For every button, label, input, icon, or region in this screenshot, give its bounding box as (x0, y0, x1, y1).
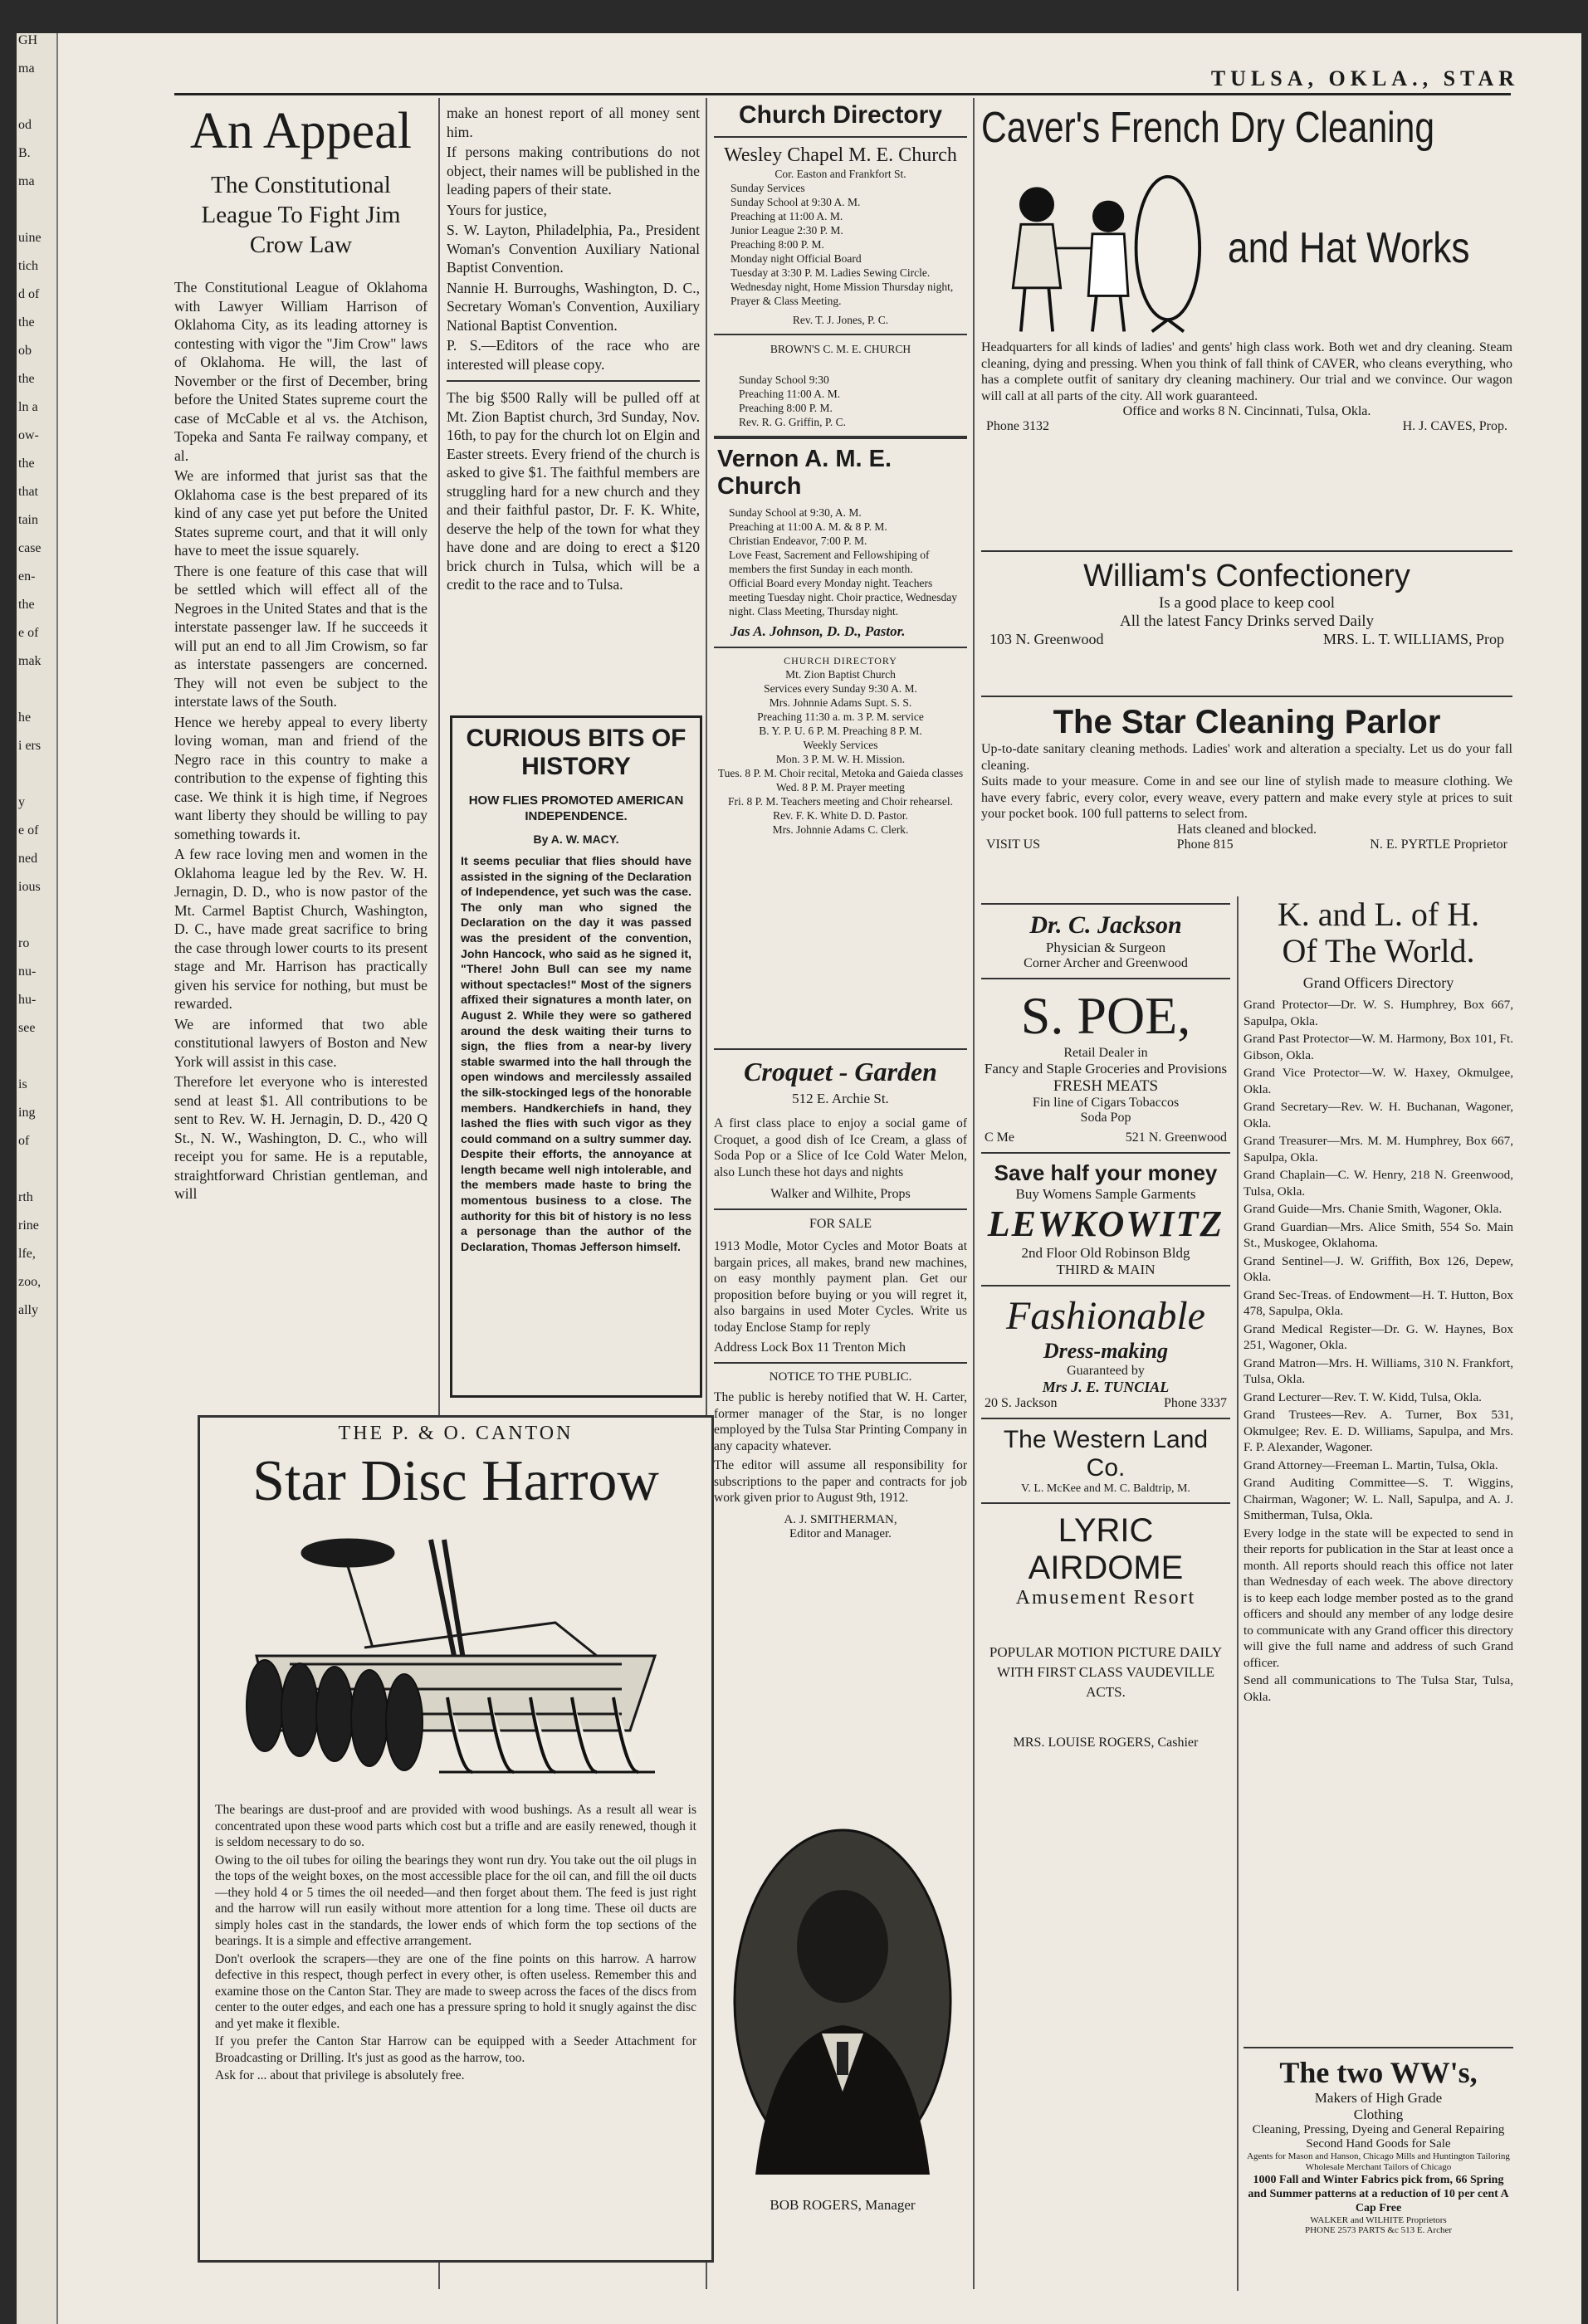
directory-entry: Every lodge in the state will be expected to send in their reports for publication in the Star at least once a month. All reports should reach this office not later than Wednesday of each week. The above directory is to keep each lodge member posted as to the grand officers and should any member of any lodge desire to communicate with any Grand officer this directory will give the full name and address of such Grand officer. (1244, 1526, 1513, 1670)
paragraph: S. W. Layton, Philadelphia, Pa., President Woman's Convention Auxiliary National Baptist Convention. (447, 222, 700, 276)
ww-line2: Clothing (1353, 2107, 1404, 2122)
star-cleaning-phone: Phone 815 (1176, 837, 1234, 852)
schedule-line: Wednesday night, Home Mission Thursday night, Prayer & Class Meeting. (730, 281, 954, 307)
notice-signer: A. J. SMITHERMAN, (784, 1512, 897, 1526)
harrow-title: Star Disc Harrow (252, 1449, 659, 1513)
directory-entry: Grand Guardian—Mrs. Alice Smith, 554 So. Main St., Muskogee, Oklahoma. (1244, 1219, 1513, 1250)
poe-line1: Retail Dealer in (1063, 1046, 1148, 1060)
croquet-body: A first class place to enjoy a social game of Croquet, a good dish of Ice Cream, a glass of Soda Pop or a Slice of Ice Cold Water Melon, also Lunch these hot days and nights (714, 1116, 967, 1179)
kl-entries (1244, 997, 1513, 1705)
column-rule (1237, 896, 1239, 2291)
directory-entry: Grand Vice Protector—W. W. Haxey, Okmulgee, Okla. (1244, 1066, 1513, 1096)
directory-entry: Grand Matron—Mrs. H. Williams, 310 N. Frankfort, Tulsa, Okla. (1244, 1355, 1513, 1386)
paragraph: We are informed that two able constitutional lawyers of Boston and New York will assist in this case. (174, 1015, 428, 1070)
fragment-line (17, 682, 56, 710)
croquet-props: Walker and Wilhite, Props (770, 1187, 911, 1201)
directory-entry: Grand Sentinel—J. W. Griffith, Box 126, Depew, Okla. (1244, 1253, 1513, 1284)
fragment-line: tain (18, 513, 38, 527)
divider (714, 647, 967, 648)
cavers-phone: Phone 3132 (986, 419, 1049, 433)
cavers-title: Caver's French Dry Cleaning (981, 104, 1435, 152)
lyric-subtitle: Amusement Resort (1015, 1587, 1196, 1609)
fragment-line: of (18, 1134, 30, 1148)
croquet-address: 512 E. Archie St. (792, 1091, 889, 1106)
williams-owner: MRS. L. T. WILLIAMS, Prop (1322, 631, 1504, 647)
curious-bits-box (450, 715, 702, 1398)
poe-line4: Fin line of Cigars Tobaccos (1032, 1096, 1180, 1110)
directory-entry: Grand Guide—Mrs. Chanie Smith, Wagoner, Okla. (1244, 1202, 1502, 1216)
fashionable-phone: Phone 3337 (1164, 1396, 1227, 1410)
fragment-line (17, 90, 56, 118)
fragment-line: ma (18, 61, 35, 76)
directory-entry: Grand Secretary—Rev. W. H. Buchanan, Wagoner, Okla. (1244, 1100, 1513, 1130)
star-cleaning-visit: VISIT US (986, 837, 1041, 852)
wesley-schedule (714, 181, 967, 308)
divider (981, 1502, 1230, 1504)
harrow-illustration (240, 1523, 672, 1797)
schedule-line: Fri. 8 P. M. Teachers meeting and Choir rehearsel. (728, 795, 953, 808)
notice-body-2: The editor will assume all responsibility for subscriptions to the paper and contracts for job work given prior to August 9th, 1912. (714, 1458, 967, 1505)
browns-schedule (714, 373, 967, 429)
fragment-line: ned (18, 852, 38, 866)
paragraph: If you prefer the Canton Star Harrow can be equipped with a Seeder Attachment for Broadcasting or Drilling. It's just as good as the harrow, too. (215, 2034, 696, 2065)
poe-line2: Fancy and Staple Groceries and Provisions (984, 1061, 1228, 1077)
notice-role: Editor and Manager. (789, 1526, 892, 1540)
schedule-line: Wed. 8 P. M. Prayer meeting (776, 781, 905, 793)
harrow-ad (198, 1415, 714, 2263)
lewkowitz-name: LEWKOWITZ (987, 1204, 1224, 1244)
schedule-line: Mon. 3 P. M. W. H. Mission. (775, 753, 906, 765)
schedule-line: Christian Endeavor, 7:00 P. M. (729, 535, 867, 547)
fragment-line: ious (18, 880, 41, 894)
fragment-line: ro (18, 936, 30, 950)
schedule-line: Preaching 11:00 A. M. (739, 388, 841, 400)
schedule-line: Sunday Services (730, 182, 805, 194)
fragment-line: ally (18, 1303, 38, 1317)
fragment-line (17, 203, 56, 231)
directory-entry: Grand Auditing Committee—S. T. Wiggins, Chairman, Wagoner; W. L. Nall, Sapulpa, and A. J. Smitherman, Tulsa, Okla. (1244, 1476, 1513, 1522)
cavers-office: Office and works 8 N. Cincinnati, Tulsa, Okla. (1122, 404, 1371, 418)
fragment-line: en- (18, 569, 36, 583)
fragment-line: that (18, 485, 38, 499)
harrow-kicker: THE P. & O. CANTON (338, 1423, 574, 1444)
ww-props: WALKER and WILHITE Proprietors (1310, 2215, 1447, 2225)
schedule-line: Love Feast, Sacrement and Fellowshiping of members the first Sunday in each month. (729, 549, 930, 575)
lyric-manager-portrait (722, 1818, 963, 2233)
rally-notice: The big $500 Rally will be pulled off at Mt. Zion Baptist church, 3rd Sunday, Nov. 16th, to pay for the church lot on Elgin and Easter streets. Every friend of the church is asked to give $1. The faithful members are struggling hard for a new church and they and their faithful pastor, Dr. F. K. White, deserve the help of the town for what they have done and are doing to erect a $120 brick church in Tulsa, which will be a credit to the race and to Tulsa. (447, 389, 700, 593)
paragraph: If persons making contributions do not object, their names will be published in the leading papers of their state. (447, 144, 700, 198)
adjacent-page-fragment (17, 33, 58, 2324)
fragment-line: nu- (18, 964, 37, 979)
curious-byline: By A. W. MACY. (533, 832, 619, 846)
masthead: TULSA, OKLA., STAR (1210, 66, 1519, 90)
directory-entry: Grand Chaplain—C. W. Henry, 218 N. Greenwood, Tulsa, Okla. (1244, 1168, 1513, 1199)
divider (981, 978, 1230, 979)
fragment-line: the (18, 598, 35, 612)
divider (714, 1048, 967, 1050)
paragraph: There is one feature of this case that will be settled which will effect all of the Negroes in the United States and that is the interstate passenger law. If he succeeds it will put an end to all Jim Crowism, so far as interstate passengers are concerned. They will not even be subject to the interstate laws of the South. (174, 562, 428, 710)
schedule-line: Preaching at 11:00 A. M. & 8 P. M. (729, 520, 887, 533)
fragment-line: y (18, 795, 25, 809)
directory-entry: Grand Treasurer—Mrs. M. M. Humphrey, Box 667, Sapulpa, Okla. (1244, 1134, 1513, 1164)
cavers-prop: H. J. CAVES, Prop. (1402, 419, 1507, 433)
column-rule (973, 98, 975, 2289)
fragment-line: lfe, (18, 1247, 36, 1261)
masthead-rule (174, 93, 1511, 95)
lyric-title: LYRIC (1058, 1512, 1154, 1549)
fragment-line: ow- (18, 428, 39, 442)
paragraph: P. S.—Editors of the race who are interested will please copy. (447, 337, 700, 373)
fragment-line: the (18, 372, 35, 386)
fragment-line: GH (18, 33, 38, 47)
ww-line4: Second Hand Goods for Sale (1306, 2137, 1451, 2151)
notice-body: The public is hereby notified that W. H. Carter, former manager of the Star, is no longer employed by the Tulsa Star Printing Company in any capacity whatever. (714, 1390, 967, 1453)
paragraph: Therefore let everyone who is interested send at least $1. All contributions to be sent to Rev. W. H. Jernagin, D. D., 420 Q St., N. W., Washington, D. C., who will receipt you for same. He is a reputable, straightforward Christian gentleman, and will (174, 1073, 428, 1202)
williams-line2: All the latest Fancy Drinks served Daily (1119, 613, 1375, 630)
fragment-line: e of (18, 823, 39, 837)
fragment-line (17, 1049, 56, 1077)
paragraph: A few race loving men and women in the Oklahoma league led by the Rev. W. H. Jernagin, D. D., who is now pastor of the Mt. Carmel Baptist Church, Washington, D. C., have made great sacrifice to bring the case through lower courts to its present stage and Mr. Harrison has practically given his service for nothing, but must be rewarded. (174, 846, 428, 1012)
fragment-line: tich (18, 259, 38, 273)
forsale-body: 1913 Modle, Motor Cycles and Motor Boats at bargain prices, all makes, brand new machines, on easy monthly payment plan. Get our proposition before buying or you will regret it, also bargains in used Moter Cycles. Write us today Enclose Stamp for reply (714, 1239, 967, 1335)
kl-title-2: Of The World. (1282, 932, 1475, 969)
poe-left: C Me (985, 1130, 1014, 1145)
jackson-role: Physician & Surgeon (1045, 940, 1166, 955)
appeal-article (174, 104, 428, 1399)
poe-line3: FRESH MEATS (1053, 1077, 1159, 1095)
curious-title: CURIOUS BITS OF HISTORY (466, 725, 687, 780)
fragment-line: the (18, 315, 35, 330)
fashionable-subtitle: Dress-making (1043, 1339, 1169, 1363)
notice-title: NOTICE TO THE PUBLIC. (769, 1370, 912, 1384)
paragraph: Hence we hereby appeal to every liberty loving woman, man and friend of the Negro race in this country to make a contribution to the expense of fighting this case. We think it is high time, if Negroes want liberty they should be willing to pay something towards it. (174, 713, 428, 842)
directory-entry: Grand Lecturer—Rev. T. W. Kidd, Tulsa, Okla. (1244, 1389, 1482, 1404)
poe-title: S. POE, (1020, 986, 1191, 1045)
appeal-continuation (447, 104, 700, 701)
lewkowitz-line1: Save half your money (994, 1160, 1218, 1185)
browns-name: BROWN'S C. M. E. CHURCH (770, 343, 911, 355)
divider (981, 550, 1512, 552)
portrait-illustration (722, 1818, 963, 2183)
divider (714, 1208, 967, 1210)
fragment-line: e of (18, 626, 39, 640)
star-cleaning-body: Up-to-date sanitary cleaning methods. Ladies' work and alteration a specialty. Let us do your fall cleaning. (981, 742, 1512, 773)
harrow-copy (200, 1797, 711, 2084)
paragraph: Don't overlook the scrapers—they are one of the fine points on this harrow. A harrow defective in this respect, though perfect in every other, is often useless. Remember this and examine those on the Canton Star. They are made to sweep across the faces of the discs from center to the outer edges, and each one has a pressure spring to hold it snugly against the disc and yet make it flexible. (215, 1951, 696, 2031)
ww-phone: PHONE 2573 PARTS &c 513 E. Archer (1304, 2225, 1453, 2235)
schedule-line: Tuesday at 3:30 P. M. Ladies Sewing Circle. (730, 266, 931, 279)
fragment-line: rth (18, 1190, 33, 1204)
schedule-line: B. Y. P. U. 6 P. M. Preaching 8 P. M. (759, 725, 922, 737)
wesley-address: Cor. Easton and Frankfort St. (774, 168, 906, 180)
wesley-pastor: Rev. T. J. Jones, P. C. (792, 314, 889, 326)
directory-entry: Grand Sec-Treas. of Endowment—H. T. Hutton, Box 478, Sapulpa, Okla. (1244, 1287, 1513, 1318)
star-cleaning-body-2: Suits made to your measure. Come in and see our line of stylish made to measure clothing. We have every fabric, every color, every weave, every pattern and make every style at prices to suit your pocket book. 100 full patterns to select from. (981, 774, 1512, 821)
divider (714, 334, 967, 335)
williams-ad (981, 544, 1512, 685)
vernon-name: Vernon A. M. E. Church (717, 446, 892, 500)
forsale-address: Address Lock Box 11 Trenton Mich (714, 1340, 906, 1355)
williams-address: 103 N. Greenwood (989, 631, 1104, 647)
fragment-line: the (18, 456, 35, 471)
divider (714, 436, 967, 439)
fragment-line: he (18, 710, 32, 725)
zion-heading: CHURCH DIRECTORY (784, 655, 897, 666)
schedule-line: Preaching 11:30 a. m. 3 P. M. service (757, 710, 924, 723)
directory-entry: Grand Medical Register—Dr. G. W. Haynes, Box 251, Wagoner, Okla. (1244, 1321, 1513, 1352)
schedule-line: Tues. 8 P. M. Choir recital, Metoka and Gaieda classes (717, 767, 964, 779)
divider (447, 380, 700, 382)
fragment-line: ob (18, 344, 32, 358)
fragment-line: hu- (18, 993, 37, 1007)
schedule-line: Mrs. Johnnie Adams C. Clerk. (772, 823, 909, 836)
divider (1244, 2047, 1513, 2048)
lyric-body: POPULAR MOTION PICTURE DAILY WITH FIRST CLASS VAUDEVILLE ACTS. (989, 1644, 1223, 1700)
fragment-line: d of (18, 287, 40, 301)
fragment-line: case (18, 541, 42, 555)
church-directory (714, 101, 967, 1031)
appeal-body (174, 278, 428, 1204)
fragment-line: is (18, 1077, 27, 1091)
fragment-line: od (18, 118, 32, 132)
lewkowitz-corner: THIRD & MAIN (1056, 1262, 1156, 1277)
divider (981, 1285, 1230, 1286)
schedule-line: Services every Sunday 9:30 A. M. (764, 682, 917, 695)
schedule-line: Mrs. Johnnie Adams Supt. S. S. (769, 696, 912, 709)
star-cleaning-title: The Star Cleaning Parlor (1053, 704, 1441, 740)
lewkowitz-line2: Buy Womens Sample Garments (1015, 1186, 1196, 1202)
fragment-line: ing (18, 1106, 36, 1120)
fashionable-name: Mrs J. E. TUNCIAL (1042, 1379, 1170, 1395)
western-owners: V. L. McKee and M. C. Baldtrip, M. (1021, 1482, 1190, 1495)
ww-line1: Makers of High Grade (1314, 2090, 1443, 2106)
forsale-title: FOR SALE (809, 1217, 872, 1231)
zion-schedule (714, 667, 967, 837)
column4a-ads (981, 896, 1230, 2282)
fashionable-line: Guaranteed by (1067, 1364, 1145, 1378)
schedule-line: Weekly Services (803, 739, 878, 751)
schedule-line: Sunday School at 9:30 A. M. (730, 196, 861, 208)
lyric-title-2: AIRDOME (1028, 1550, 1184, 1586)
star-cleaning-ad (981, 689, 1512, 888)
lyric-cashier: MRS. LOUISE ROGERS, Cashier (1013, 1736, 1199, 1750)
star-cleaning-prop: N. E. PYRTLE Proprietor (1370, 837, 1507, 852)
schedule-line: Preaching 8:00 P. M. (730, 238, 824, 251)
fragment-line (17, 767, 56, 795)
directory-entry: Grand Trustees—Rev. A. Turner, Box 531, Okmulgee; Rev. E. D. Williams, Sapulpa, and Mrs. F. P. Alexander, Wagoner. (1244, 1408, 1513, 1454)
fragment-line: uine (18, 231, 42, 245)
fragment-line: rine (18, 1218, 39, 1233)
appeal-headline: An Appeal (190, 104, 412, 159)
croquet-title: Croquet - Garden (744, 1057, 937, 1086)
paragraph: The Constitutional League of Oklahoma with Lawyer William Harrison of Oklahoma City, as its leading attorney is contesting with vigor the "Jim Crow" laws of Oklahoma. He will, the last of November or the first of December, bring before the United States supreme court the case of McCable et al vs. the Atchison, Topeka and Santa Fe railway company, et al. (174, 279, 428, 464)
schedule-line: Sunday School 9:30 (739, 374, 829, 386)
ww-title: The two WW's, (1279, 2056, 1478, 2089)
divider (981, 903, 1230, 905)
ww-ad (1244, 2040, 1513, 2289)
directory-entry: Grand Past Protector—W. M. Harmony, Box 101, Ft. Gibson, Okla. (1244, 1032, 1513, 1062)
cavers-title-2: and Hat Works (1228, 224, 1470, 272)
portrait-caption: BOB ROGERS, Manager (770, 2197, 916, 2213)
jackson-address: Corner Archer and Greenwood (1024, 956, 1188, 970)
divider (981, 696, 1512, 697)
schedule-line: Official Board every Monday night. Teachers meeting Tuesday night. Choir practice, Wednesday night. Class Meeting, Thursday night. (729, 577, 957, 618)
fragment-line: ln a (18, 400, 38, 414)
kl-subtitle: Grand Officers Directory (1302, 974, 1454, 991)
ww-line6: 1000 Fall and Winter Fabrics pick from, 66 Spring and Summer patterns at a reduction of 10 per cent A Cap Free (1248, 2174, 1509, 2214)
paragraph: Nannie H. Burroughs, Washington, D. C., Secretary Woman's Convention, Auxiliary National Baptist Convention. (447, 279, 700, 334)
paragraph: The bearings are dust-proof and are provided with wood bushings. As a result all wear is concentrated upon these wood parts which cost but a trifle and are easily renewed, though it is seldom necessary to do so. (215, 1803, 696, 1849)
cavers-ad (981, 104, 1512, 535)
column3-ads (714, 1042, 967, 1805)
church-directory-title: Church Directory (738, 101, 943, 129)
newspaper-page (17, 33, 1581, 2324)
williams-title: William's Confectionery (1083, 559, 1410, 593)
poe-address: 521 N. Greenwood (1125, 1130, 1227, 1145)
williams-line1: Is a good place to keep cool (1158, 594, 1336, 612)
directory-entry: Grand Protector—Dr. W. S. Humphrey, Box 667, Sapulpa, Okla. (1244, 998, 1513, 1028)
vernon-pastor: Jas A. Johnson, D. D., Pastor. (730, 623, 906, 639)
fragment-line (17, 908, 56, 936)
fragment-line: zoo, (18, 1275, 42, 1289)
vernon-schedule (714, 500, 967, 618)
schedule-line: Preaching 8:00 P. M. (739, 402, 833, 414)
schedule-line: Sunday School at 9:30, A. M. (729, 506, 862, 519)
wesley-name: Wesley Chapel M. E. Church (724, 144, 957, 166)
cavers-illustration (981, 157, 1219, 339)
poe-line5: Soda Pop (1080, 1111, 1131, 1125)
schedule-line: Preaching at 11:00 A. M. (730, 210, 843, 222)
schedule-line: Mt. Zion Baptist Church (785, 668, 896, 681)
lewkowitz-address: 2nd Floor Old Robinson Bldg (1021, 1245, 1190, 1261)
paragraph: Ask for ... about that privilege is absolutely free. (215, 2068, 465, 2082)
appeal-subheadline: The Constitutional League To Fight Jim Crow Law (201, 172, 401, 258)
ww-line3: Cleaning, Pressing, Dyeing and General Repairing (1252, 2123, 1505, 2136)
paragraph: Owing to the oil tubes for oiling the bearings they wont run dry. You take out the oil plugs in the tops of the weight boxes, on the most accessible place for the oil can, and fill the oil ducts—they hold 4 or 5 times the oil needed—and then forget about them. The feed is just right and the harrow will run easily without more attention for a long time. These oil ducts are simply holes cast in the standards, the lower ends of which form the top sections of the bearings. It is a simple and effective arrangement. (215, 1853, 696, 1948)
kl-directory (1244, 896, 1513, 2034)
star-cleaning-body-3: Hats cleaned and blocked. (1177, 822, 1317, 837)
fragment-line: i ers (18, 739, 42, 753)
divider (714, 1362, 967, 1364)
fragment-line: see (18, 1021, 36, 1035)
directory-entry: Send all communications to The Tulsa Star, Tulsa, Okla. (1244, 1673, 1513, 1704)
browns-pastor: Rev. R. G. Griffin, P. C. (739, 416, 847, 428)
curious-headline: HOW FLIES PROMOTED AMERICAN INDEPENDENCE. (468, 793, 684, 823)
schedule-line: Monday night Official Board (730, 252, 862, 265)
paragraph: make an honest report of all money sent him. (447, 105, 700, 140)
fragment-line (17, 1162, 56, 1190)
schedule-line: Junior League 2:30 P. M. (730, 224, 843, 237)
divider (981, 1152, 1230, 1154)
fragment-line: B. (18, 146, 31, 160)
fragment-line: ma (18, 174, 35, 188)
kl-title: K. and L. of H. (1277, 896, 1480, 933)
curious-body: It seems peculiar that flies should have assisted in the signing of the Declaration of Independence, yet such was the case. The only man who signed the Declaration on the day it was passed was the president of the convention, John Hancock, who said as he signed it, "There! John Bull can see my name without spectacles!" Most of the signers affixed their signatures a month later, on August 2. While they were so gathered around the desk waiting their turns to sign, the flies from a near-by livery stable swarmed into the hall through the open windows and mercilessly assailed the silk-stockinged legs of the honorable members. Handkerchiefs in hand, they lashed the flies with such vigor as they could command on a sultry summer day. Despite their efforts, the annoyance at length became well nigh intolerable, and the members made haste to bring the momentous business to a close. The authority for this bit of history is no less a personage than the author of the Declaration, Thomas Jefferson himself. (461, 855, 691, 1254)
schedule-line: Rev. F. K. White D. D. Pastor. (773, 809, 908, 822)
western-title: The Western Land Co. (1003, 1426, 1209, 1482)
ww-line5: Agents for Mason and Hanson, Chicago Mills and Huntington Tailoring Wholesale Merchant Tailors of Chicago (1247, 2151, 1510, 2172)
paragraph: We are informed that jurist sas that the Oklahoma case is the best prepared of its kind of any case yet put before the United States supreme court, and that it will only have to meet the issue squarely. (174, 467, 428, 559)
fragment-line: mak (18, 654, 42, 668)
jackson-title: Dr. C. Jackson (1029, 911, 1182, 939)
signoff: Yours for justice, (447, 201, 547, 218)
divider (981, 1418, 1230, 1419)
cavers-body: Headquarters for all kinds of ladies' and gents' high class work. Both wet and dry cleaning. Steam cleaning, dying and pressing. When you think of fall think of CAVER, who cleans everything, who has a complete outfit of sanitary dry cleaning machinery. Our trial and we convince. Our wagon will call at all parts of the city. All work guaranteed. (981, 340, 1512, 403)
directory-entry: Grand Attorney—Freeman L. Martin, Tulsa, Okla. (1244, 1457, 1498, 1472)
fashionable-title: Fashionable (1006, 1294, 1205, 1338)
divider (714, 136, 967, 138)
fashionable-address: 20 S. Jackson (985, 1396, 1058, 1410)
